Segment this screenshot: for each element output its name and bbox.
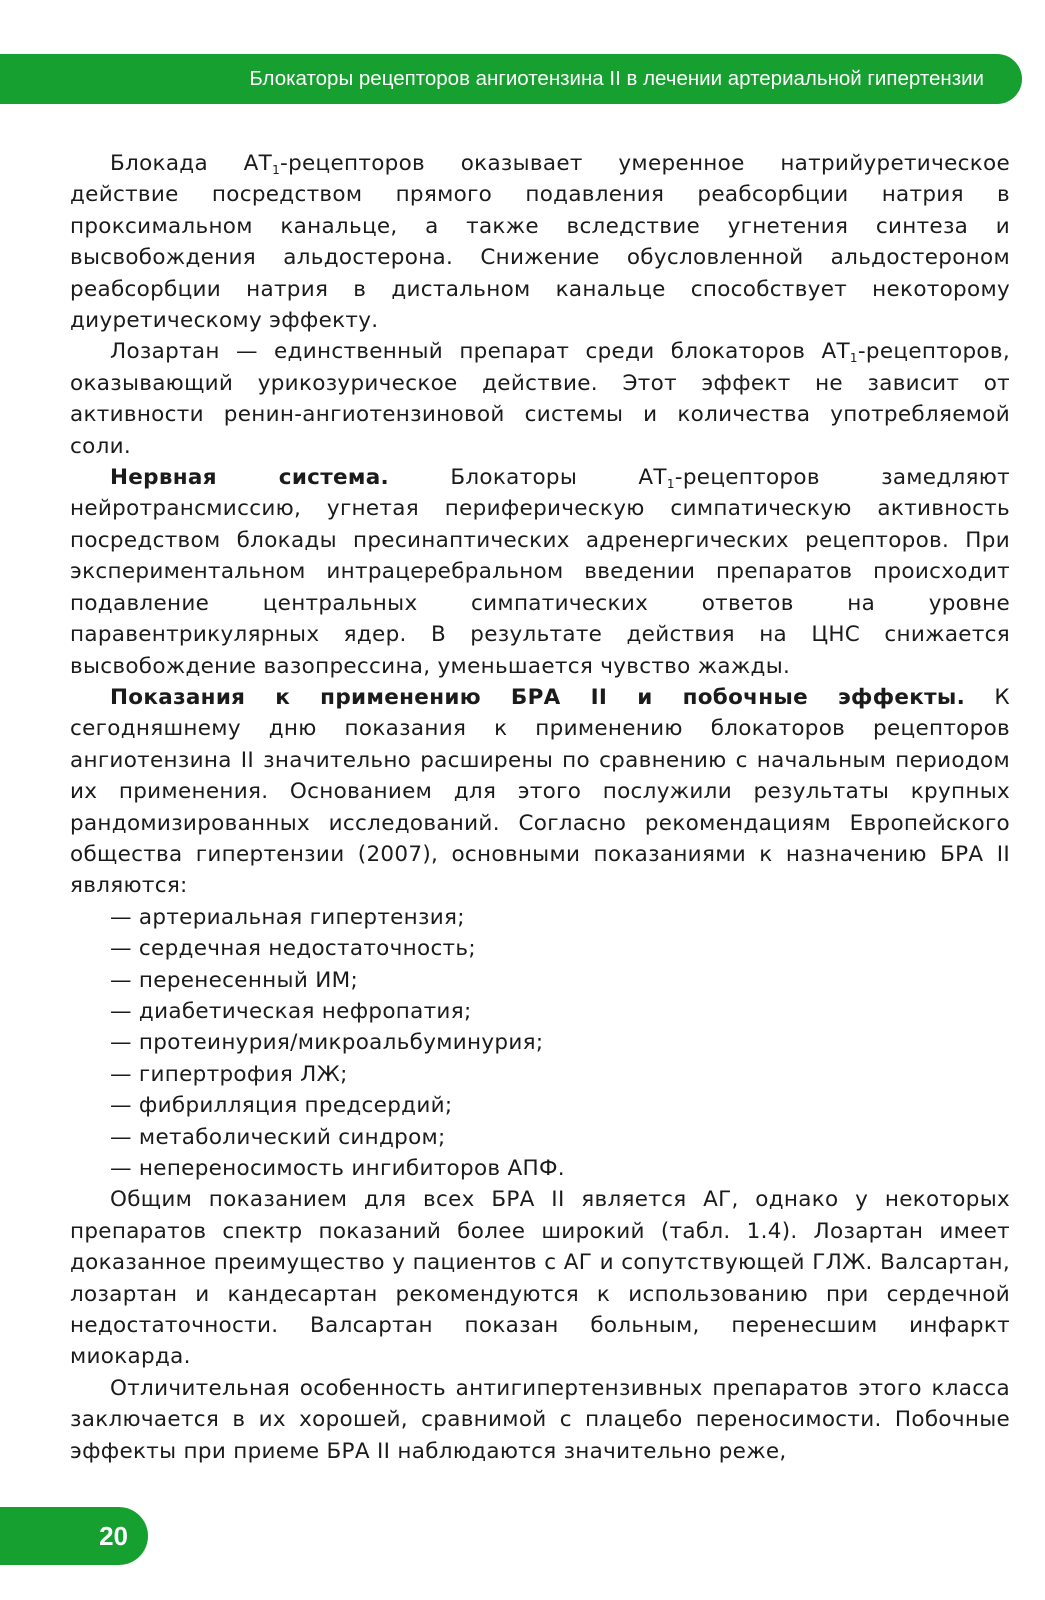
- subscript: 1: [272, 163, 281, 177]
- paragraph-tolerability: [70, 1373, 1010, 1467]
- list-item: — протеинурия/микроальбуминурия;: [110, 1030, 544, 1056]
- paragraph-general-indication: [70, 1184, 1010, 1372]
- paragraph-text: Блокада АТ: [110, 151, 273, 176]
- list-item: — непереносимость ингибиторов АПФ.: [110, 1156, 565, 1181]
- paragraph-losartan-uricosuric: [70, 336, 1010, 462]
- paragraph-nervous-system: [70, 462, 1010, 682]
- chapter-title: Блокаторы рецепторов ангиотензина II в лечении артериальной гипертензии: [249, 67, 984, 90]
- paragraph-indications: [70, 682, 1010, 902]
- list-item: — сердечная недостаточность;: [110, 936, 476, 962]
- indications-list: [70, 902, 1010, 1185]
- paragraph-text: Отличительная особенность антигипертензивных препаратов этого класса заключается в их хорошей, сравнимой с плацебо переносимости. Побочные эффекты при приеме БРА II наблюдаются значительно реже,: [70, 1375, 1010, 1464]
- paragraph-text: Лозартан — единственный препарат среди блокаторов АТ: [110, 339, 850, 365]
- page-number: 20: [99, 1521, 128, 1551]
- paragraph-text: -рецепторов замедляют нейротрансмиссию, угнетая периферическую симпатическую активность посредством блокады пресинаптических адренергических рецепторов. При экспериментальном интрацеребральном введении препаратов происходит подавление центральных симпатических ответов на уровне паравентрикулярных ядер. В результате действия на ЦНС снижается высвобождение вазопрессина, уменьшается чувство жажды.: [70, 465, 1010, 679]
- paragraph-text: -рецепторов оказывает умеренное натрийуретическое действие посредством прямого подавления реабсорбции натрия в проксимальном канальце, а также вследствие угнетения синтеза и высвобождения альдостерона. Снижение обусловленной альдостероном реабсорбции натрия в дистальном канальце способствует некоторому диуретическому эффекту.: [70, 151, 1010, 334]
- page-body: [70, 148, 1010, 1467]
- list-item: — гипертрофия ЛЖ;: [110, 1061, 348, 1087]
- list-item: — артериальная гипертензия;: [110, 904, 465, 930]
- paragraph-text: Блокаторы АТ: [389, 465, 667, 491]
- paragraph-text: К сегодняшнему дню показания к применению блокаторов рецепторов ангиотензина II значительно расширены по сравнению с начальным периодом их применения. Основанием для этого послужили результаты крупных рандомизированных исследований. Согласно рекомендациям Европейского общества гипертензии (2007), основными показаниями к назначению БРА II являются:: [70, 684, 1010, 899]
- subscript: 1: [666, 477, 675, 492]
- list-item: — перенесенный ИМ;: [110, 967, 358, 993]
- paragraph-at1-natriuretic: [70, 148, 1010, 336]
- paragraph-text: -рецепторов, оказывающий урикозурическое действие. Этот эффект не зависит от активности ренин-ангиотензиновой системы и количества употребляемой соли.: [70, 339, 1010, 459]
- section-lead-nervous-system: Нервная система.: [110, 465, 390, 491]
- list-item: — метаболический синдром;: [110, 1124, 446, 1150]
- list-item: — фибрилляция предсердий;: [110, 1093, 453, 1119]
- list-item: — диабетическая нефропатия;: [110, 998, 472, 1024]
- paragraph-text: Общим показанием для всех БРА II является АГ, однако у некоторых препаратов спектр показаний более широкий (табл. 1.4). Лозартан имеет доказанное преимущество у пациентов с АГ и сопутствующей ГЛЖ. Валсартан, лозартан и кандесартан рекомендуются к использованию при сердечной недостаточности. Валсартан показан больным, перенесшим инфаркт миокарда.: [70, 1187, 1010, 1370]
- subscript: 1: [849, 351, 858, 366]
- page-number-badge: [0, 1507, 148, 1565]
- section-lead-indications: Показания к применению БРА II и побочные эффекты.: [110, 684, 966, 710]
- chapter-header-bar: [0, 54, 1022, 104]
